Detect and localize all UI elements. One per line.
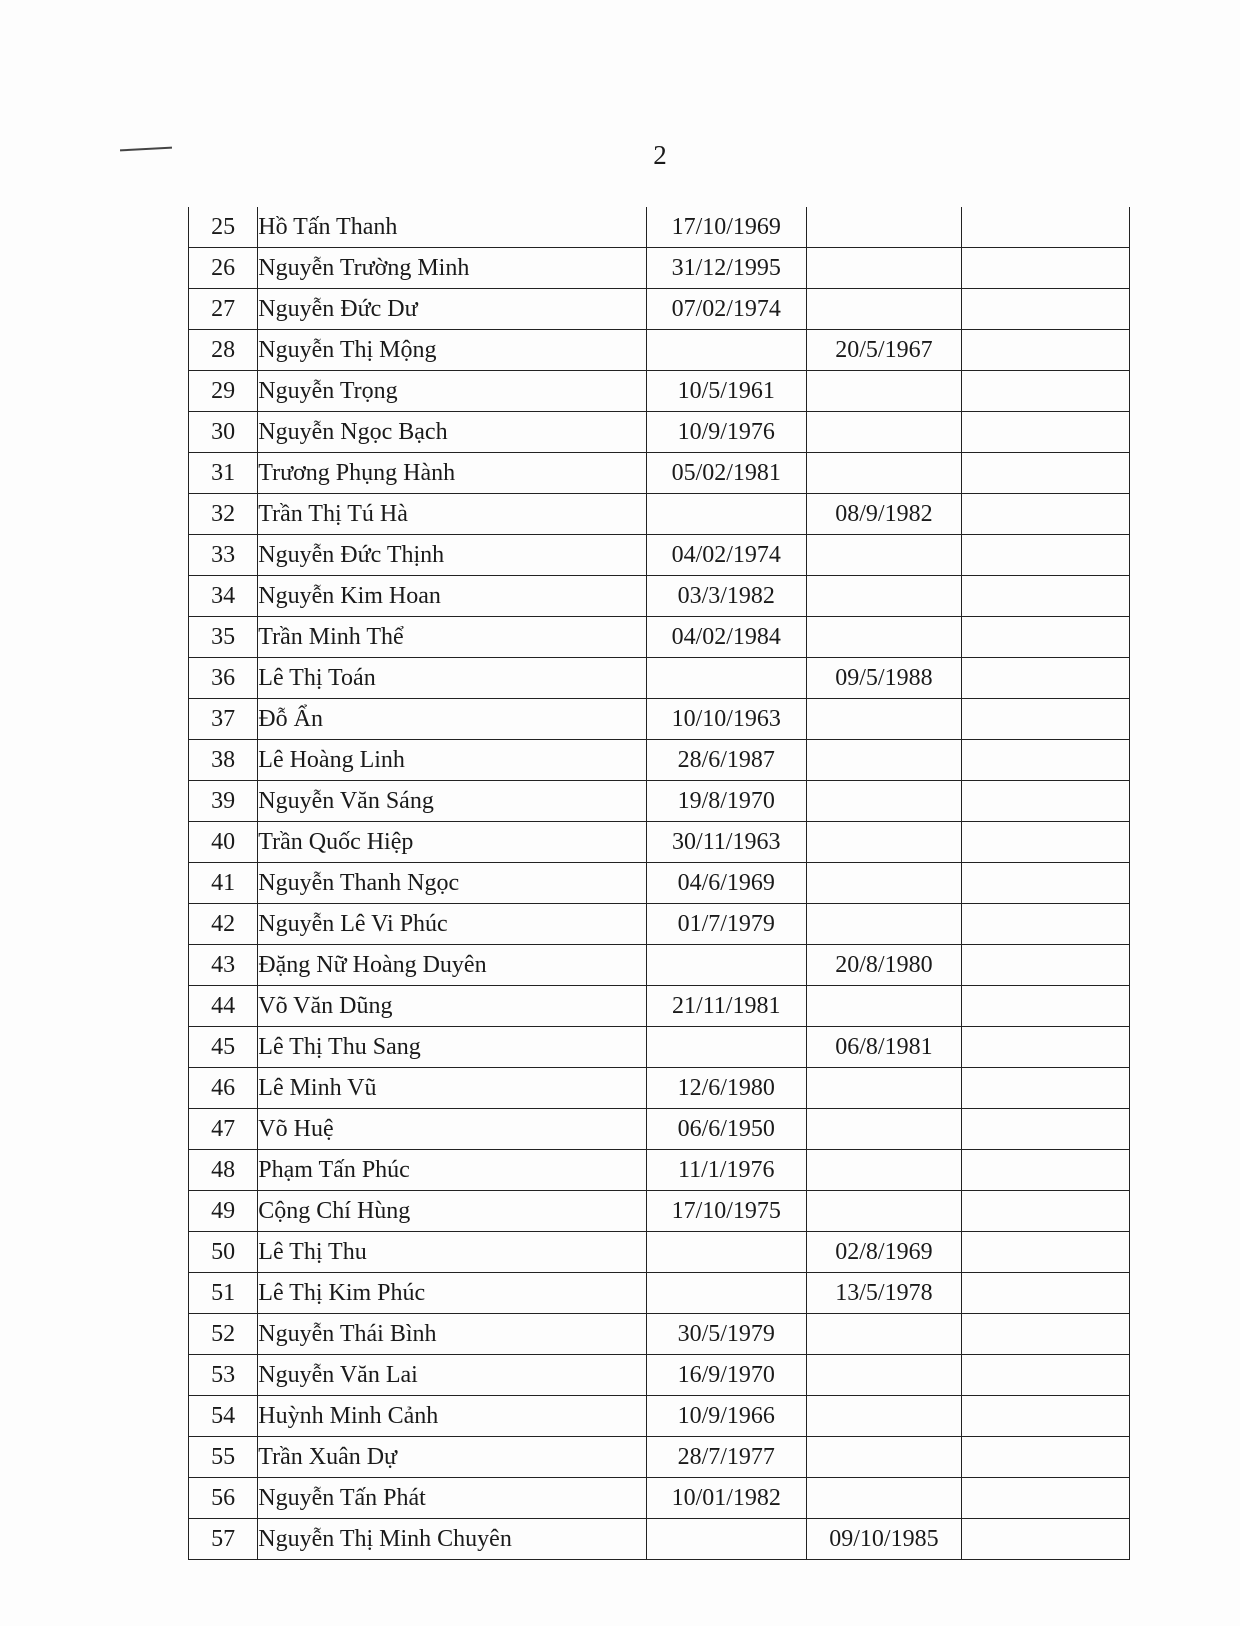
female-dob-cell: [806, 781, 962, 822]
female-dob-cell: [806, 289, 962, 330]
note-cell: [962, 986, 1130, 1027]
female-dob-cell: [806, 1191, 962, 1232]
name-cell: Nguyễn Trọng: [258, 371, 647, 412]
name-cell: Lê Thị Toán: [258, 658, 647, 699]
name-cell: Nguyễn Thị Mộng: [258, 330, 647, 371]
table-row: [189, 494, 1130, 535]
name-cell: Nguyễn Kim Hoan: [258, 576, 647, 617]
table-row: [189, 1273, 1130, 1314]
stt-cell: 40: [189, 822, 258, 863]
name-cell: Trần Quốc Hiệp: [258, 822, 647, 863]
table-row: [189, 248, 1130, 289]
female-dob-cell: [806, 863, 962, 904]
note-cell: [962, 576, 1130, 617]
stt-cell: 30: [189, 412, 258, 453]
table-row: [189, 658, 1130, 699]
name-cell: Trần Thị Tú Hà: [258, 494, 647, 535]
stt-cell: 35: [189, 617, 258, 658]
stt-cell: 46: [189, 1068, 258, 1109]
table-row: [189, 1109, 1130, 1150]
note-cell: [962, 330, 1130, 371]
male-dob-cell: 19/8/1970: [646, 781, 806, 822]
note-cell: [962, 1191, 1130, 1232]
stt-cell: 29: [189, 371, 258, 412]
female-dob-cell: 09/5/1988: [806, 658, 962, 699]
stt-cell: 39: [189, 781, 258, 822]
female-dob-cell: [806, 535, 962, 576]
stt-cell: 56: [189, 1478, 258, 1519]
name-cell: Lê Minh Vũ: [258, 1068, 647, 1109]
note-cell: [962, 1273, 1130, 1314]
male-dob-cell: 30/11/1963: [646, 822, 806, 863]
table-row: [189, 1355, 1130, 1396]
stt-cell: 49: [189, 1191, 258, 1232]
table-row: [189, 1027, 1130, 1068]
stt-cell: 45: [189, 1027, 258, 1068]
table-row: [189, 1068, 1130, 1109]
table-row: [189, 1519, 1130, 1560]
note-cell: [962, 1314, 1130, 1355]
note-cell: [962, 289, 1130, 330]
female-dob-cell: [806, 822, 962, 863]
female-dob-cell: 02/8/1969: [806, 1232, 962, 1273]
table-row: [189, 740, 1130, 781]
name-cell: Lê Thị Kim Phúc: [258, 1273, 647, 1314]
male-dob-cell: 04/02/1974: [646, 535, 806, 576]
male-dob-cell: 10/9/1966: [646, 1396, 806, 1437]
stt-cell: 47: [189, 1109, 258, 1150]
table-row: [189, 1478, 1130, 1519]
note-cell: [962, 371, 1130, 412]
male-dob-cell: [646, 1273, 806, 1314]
name-cell: Nguyễn Lê Vi Phúc: [258, 904, 647, 945]
female-dob-cell: 20/8/1980: [806, 945, 962, 986]
male-dob-cell: 03/3/1982: [646, 576, 806, 617]
stt-cell: 57: [189, 1519, 258, 1560]
name-cell: Nguyễn Tấn Phát: [258, 1478, 647, 1519]
stt-cell: 31: [189, 453, 258, 494]
table-row: [189, 1314, 1130, 1355]
stt-cell: 33: [189, 535, 258, 576]
name-cell: Lê Hoàng Linh: [258, 740, 647, 781]
female-dob-cell: 08/9/1982: [806, 494, 962, 535]
male-dob-cell: 12/6/1980: [646, 1068, 806, 1109]
table-row: [189, 289, 1130, 330]
female-dob-cell: [806, 1150, 962, 1191]
name-cell: Nguyễn Trường Minh: [258, 248, 647, 289]
female-dob-cell: [806, 248, 962, 289]
male-dob-cell: 31/12/1995: [646, 248, 806, 289]
name-cell: Huỳnh Minh Cảnh: [258, 1396, 647, 1437]
note-cell: [962, 1478, 1130, 1519]
female-dob-cell: [806, 1437, 962, 1478]
note-cell: [962, 617, 1130, 658]
note-cell: [962, 822, 1130, 863]
female-dob-cell: [806, 1068, 962, 1109]
stt-cell: 55: [189, 1437, 258, 1478]
stt-cell: 54: [189, 1396, 258, 1437]
page-number: 2: [653, 140, 667, 170]
female-dob-cell: [806, 1314, 962, 1355]
male-dob-cell: [646, 1519, 806, 1560]
stt-cell: 27: [189, 289, 258, 330]
female-dob-cell: [806, 1396, 962, 1437]
name-cell: Nguyễn Văn Sáng: [258, 781, 647, 822]
male-dob-cell: 30/5/1979: [646, 1314, 806, 1355]
stt-cell: 38: [189, 740, 258, 781]
name-cell: Võ Huệ: [258, 1109, 647, 1150]
table-row: [189, 330, 1130, 371]
name-cell: Đặng Nữ Hoàng Duyên: [258, 945, 647, 986]
male-dob-cell: [646, 1232, 806, 1273]
note-cell: [962, 453, 1130, 494]
stt-cell: 25: [189, 207, 258, 248]
male-dob-cell: 17/10/1975: [646, 1191, 806, 1232]
stt-cell: 36: [189, 658, 258, 699]
note-cell: [962, 1396, 1130, 1437]
stt-cell: 28: [189, 330, 258, 371]
name-cell: Hồ Tấn Thanh: [258, 207, 647, 248]
male-dob-cell: 06/6/1950: [646, 1109, 806, 1150]
note-cell: [962, 699, 1130, 740]
male-dob-cell: 05/02/1981: [646, 453, 806, 494]
female-dob-cell: 13/5/1978: [806, 1273, 962, 1314]
male-dob-cell: 16/9/1970: [646, 1355, 806, 1396]
stt-cell: 42: [189, 904, 258, 945]
table-row: [189, 986, 1130, 1027]
table-row: [189, 1150, 1130, 1191]
roster-body: [189, 207, 1130, 1560]
table-row: [189, 699, 1130, 740]
female-dob-cell: 09/10/1985: [806, 1519, 962, 1560]
female-dob-cell: [806, 986, 962, 1027]
name-cell: Nguyễn Đức Dư: [258, 289, 647, 330]
note-cell: [962, 207, 1130, 248]
stt-cell: 41: [189, 863, 258, 904]
stt-cell: 34: [189, 576, 258, 617]
male-dob-cell: 10/5/1961: [646, 371, 806, 412]
table-row: [189, 1232, 1130, 1273]
male-dob-cell: 07/02/1974: [646, 289, 806, 330]
name-cell: Cộng Chí Hùng: [258, 1191, 647, 1232]
male-dob-cell: 10/10/1963: [646, 699, 806, 740]
name-cell: Nguyễn Thị Minh Chuyên: [258, 1519, 647, 1560]
table-row: [189, 617, 1130, 658]
table-row: [189, 535, 1130, 576]
female-dob-cell: [806, 371, 962, 412]
male-dob-cell: 21/11/1981: [646, 986, 806, 1027]
female-dob-cell: [806, 1355, 962, 1396]
male-dob-cell: [646, 330, 806, 371]
name-cell: Trần Minh Thể: [258, 617, 647, 658]
table-row: [189, 1396, 1130, 1437]
table-row: [189, 863, 1130, 904]
table-row: [189, 945, 1130, 986]
note-cell: [962, 535, 1130, 576]
note-cell: [962, 1109, 1130, 1150]
name-cell: Nguyễn Thái Bình: [258, 1314, 647, 1355]
stt-cell: 48: [189, 1150, 258, 1191]
male-dob-cell: 11/1/1976: [646, 1150, 806, 1191]
stt-cell: 52: [189, 1314, 258, 1355]
roster-table: [188, 207, 1130, 1560]
note-cell: [962, 1355, 1130, 1396]
female-dob-cell: [806, 576, 962, 617]
female-dob-cell: [806, 1109, 962, 1150]
stt-cell: 43: [189, 945, 258, 986]
name-cell: Đỗ Ẩn: [258, 699, 647, 740]
stt-cell: 44: [189, 986, 258, 1027]
male-dob-cell: 01/7/1979: [646, 904, 806, 945]
table-row: [189, 576, 1130, 617]
male-dob-cell: 10/9/1976: [646, 412, 806, 453]
male-dob-cell: 04/6/1969: [646, 863, 806, 904]
male-dob-cell: [646, 494, 806, 535]
note-cell: [962, 1519, 1130, 1560]
name-cell: Lê Thị Thu: [258, 1232, 647, 1273]
female-dob-cell: 20/5/1967: [806, 330, 962, 371]
note-cell: [962, 1437, 1130, 1478]
stt-cell: 53: [189, 1355, 258, 1396]
female-dob-cell: [806, 412, 962, 453]
note-cell: [962, 1068, 1130, 1109]
stt-cell: 50: [189, 1232, 258, 1273]
note-cell: [962, 658, 1130, 699]
name-cell: Phạm Tấn Phúc: [258, 1150, 647, 1191]
name-cell: Lê Thị Thu Sang: [258, 1027, 647, 1068]
female-dob-cell: [806, 1478, 962, 1519]
note-cell: [962, 863, 1130, 904]
female-dob-cell: [806, 617, 962, 658]
stt-cell: 51: [189, 1273, 258, 1314]
female-dob-cell: [806, 699, 962, 740]
stt-cell: 32: [189, 494, 258, 535]
stt-cell: 37: [189, 699, 258, 740]
note-cell: [962, 494, 1130, 535]
male-dob-cell: 28/6/1987: [646, 740, 806, 781]
table-row: [189, 904, 1130, 945]
female-dob-cell: [806, 453, 962, 494]
stt-cell: 26: [189, 248, 258, 289]
note-cell: [962, 904, 1130, 945]
female-dob-cell: 06/8/1981: [806, 1027, 962, 1068]
table-row: [189, 412, 1130, 453]
table-row: [189, 1191, 1130, 1232]
name-cell: Võ Văn Dũng: [258, 986, 647, 1027]
name-cell: Nguyễn Thanh Ngọc: [258, 863, 647, 904]
female-dob-cell: [806, 740, 962, 781]
name-cell: Trần Xuân Dự: [258, 1437, 647, 1478]
note-cell: [962, 781, 1130, 822]
female-dob-cell: [806, 904, 962, 945]
male-dob-cell: [646, 658, 806, 699]
note-cell: [962, 248, 1130, 289]
note-cell: [962, 740, 1130, 781]
male-dob-cell: 28/7/1977: [646, 1437, 806, 1478]
name-cell: Trương Phụng Hành: [258, 453, 647, 494]
name-cell: Nguyễn Văn Lai: [258, 1355, 647, 1396]
note-cell: [962, 945, 1130, 986]
name-cell: Nguyễn Ngọc Bạch: [258, 412, 647, 453]
note-cell: [962, 1150, 1130, 1191]
male-dob-cell: 17/10/1969: [646, 207, 806, 248]
male-dob-cell: [646, 945, 806, 986]
table-row: [189, 453, 1130, 494]
name-cell: Nguyễn Đức Thịnh: [258, 535, 647, 576]
note-cell: [962, 412, 1130, 453]
table-row: [189, 1437, 1130, 1478]
table-row: [189, 822, 1130, 863]
note-cell: [962, 1232, 1130, 1273]
female-dob-cell: [806, 207, 962, 248]
male-dob-cell: 10/01/1982: [646, 1478, 806, 1519]
note-cell: [962, 1027, 1130, 1068]
table-row: [189, 207, 1130, 248]
male-dob-cell: [646, 1027, 806, 1068]
table-row: [189, 371, 1130, 412]
table-row: [189, 781, 1130, 822]
male-dob-cell: 04/02/1984: [646, 617, 806, 658]
